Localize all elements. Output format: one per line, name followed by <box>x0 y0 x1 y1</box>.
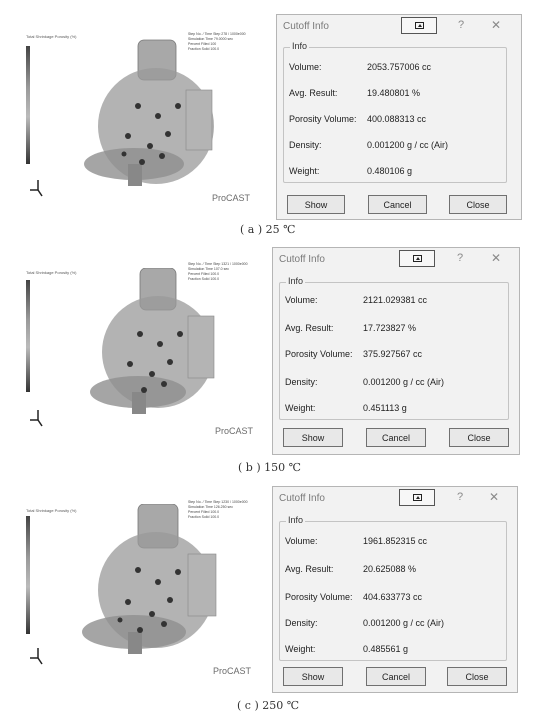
casting-part-model <box>68 504 238 664</box>
info-line: Fraction Solid 100.0 <box>188 47 220 51</box>
caption-b: ( b ) 150 ℃ <box>238 461 301 474</box>
info-line: Step No. / Time Step 278 / 1000e000 <box>188 32 246 36</box>
row-label: Density: <box>285 377 318 387</box>
row-label: Density: <box>285 618 318 628</box>
weight-row <box>285 403 407 413</box>
porosity-volume-row <box>289 114 427 124</box>
close-icon[interactable]: ✕ <box>491 251 502 265</box>
avg-result-row <box>285 564 417 574</box>
axis-triad-icon <box>28 646 48 666</box>
row-value: 0.485561 g <box>363 644 409 654</box>
close-icon[interactable]: ✕ <box>489 490 500 504</box>
group-label: Info <box>288 276 304 286</box>
close-button[interactable]: Close <box>449 428 509 447</box>
snapshot-button[interactable] <box>399 489 435 506</box>
row-value: 0.451113 g <box>363 403 407 413</box>
panel-c <box>0 478 535 716</box>
row-value: 19.480801 % <box>367 88 421 98</box>
row-label: Weight: <box>289 166 320 176</box>
show-button[interactable]: Show <box>287 195 345 214</box>
image-icon <box>413 255 422 262</box>
row-value: 0.480106 g <box>367 166 413 176</box>
snapshot-button[interactable] <box>401 17 437 34</box>
row-value: 400.088313 cc <box>367 114 427 124</box>
legend-title: Total Shrinkage Porosity (%) <box>26 270 77 275</box>
axis-triad-icon <box>28 178 48 198</box>
show-button[interactable]: Show <box>283 667 343 686</box>
group-label: Info <box>292 41 308 51</box>
close-button[interactable]: Close <box>447 667 507 686</box>
row-label: Volume: <box>285 295 318 305</box>
row-label: Volume: <box>289 62 322 72</box>
row-value: 0.001200 g / cc (Air) <box>367 140 449 150</box>
image-icon <box>413 494 422 501</box>
weight-row <box>289 166 413 176</box>
cancel-button[interactable]: Cancel <box>366 428 426 447</box>
cutoff-info-dialog <box>272 486 518 693</box>
image-icon <box>415 22 424 29</box>
row-label: Density: <box>289 140 322 150</box>
casting-part-model <box>68 268 238 428</box>
cancel-button[interactable]: Cancel <box>368 195 427 214</box>
row-value: 2053.757006 cc <box>367 62 432 72</box>
dialog-title: Cutoff Info <box>283 21 329 32</box>
volume-row <box>285 295 428 305</box>
info-line: Simulation Time 79.0000 sec <box>188 37 233 41</box>
row-value: 1961.852315 cc <box>363 536 428 546</box>
help-button[interactable]: ? <box>457 491 464 503</box>
volume-row <box>285 536 428 546</box>
simulation-view <box>8 0 270 215</box>
legend-title: Total Shrinkage Porosity (%) <box>26 34 77 39</box>
cutoff-info-dialog <box>272 247 520 455</box>
cutoff-info-dialog <box>276 14 522 220</box>
simulation-view <box>8 478 270 688</box>
row-value: 0.001200 g / cc (Air) <box>363 618 445 628</box>
info-line: Step No. / Time Step 1321 / 1000e000 <box>188 262 248 266</box>
procast-logo: ProCAST <box>212 193 251 203</box>
caption-a: ( a ) 25 ℃ <box>240 223 296 236</box>
color-legend-bar <box>26 46 30 164</box>
porosity-volume-row <box>285 592 423 602</box>
group-label: Info <box>288 515 304 525</box>
avg-result-row <box>289 88 421 98</box>
dialog-title: Cutoff Info <box>279 493 325 504</box>
avg-result-row <box>285 323 417 333</box>
info-group <box>283 41 507 183</box>
caption-c: ( c ) 250 ℃ <box>237 699 300 712</box>
info-line: Simulation Time 107.0 sec <box>188 267 230 271</box>
row-value: 404.633773 cc <box>363 592 423 602</box>
cancel-button[interactable]: Cancel <box>366 667 426 686</box>
casting-part-model <box>68 36 238 196</box>
info-line: Fraction Solid 100.0 <box>188 277 220 281</box>
row-value: 375.927567 cc <box>363 349 423 359</box>
procast-logo: ProCAST <box>215 426 254 436</box>
close-button[interactable]: Close <box>449 195 507 214</box>
info-line: Percent Filled 100.0 <box>188 510 220 514</box>
show-button[interactable]: Show <box>283 428 343 447</box>
snapshot-button[interactable] <box>399 250 435 267</box>
row-label: Avg. Result: <box>285 323 334 333</box>
help-button[interactable]: ? <box>458 19 465 31</box>
row-label: Porosity Volume: <box>289 114 357 124</box>
row-value: 2121.029381 cc <box>363 295 428 305</box>
row-label: Weight: <box>285 644 316 654</box>
dialog-title: Cutoff Info <box>279 254 325 265</box>
row-value: 17.723827 % <box>363 323 417 333</box>
weight-row <box>285 644 409 654</box>
info-line: Percent Filled 100 <box>188 42 217 46</box>
panel-b <box>0 240 535 478</box>
legend-title: Total Shrinkage Porosity (%) <box>26 508 77 513</box>
row-value: 20.625088 % <box>363 564 417 574</box>
row-label: Avg. Result: <box>289 88 338 98</box>
close-icon[interactable]: ✕ <box>491 18 502 32</box>
density-row <box>285 377 445 387</box>
row-label: Volume: <box>285 536 318 546</box>
info-line: Simulation Time 126.250 sec <box>188 505 233 509</box>
volume-row <box>289 62 432 72</box>
row-label: Avg. Result: <box>285 564 334 574</box>
simulation-view <box>8 240 270 450</box>
info-line: Fraction Solid 100.0 <box>188 515 220 519</box>
info-line: Step No. / Time Step 1230 / 1000e000 <box>188 500 248 504</box>
color-legend-bar <box>26 280 30 392</box>
info-group <box>279 515 507 661</box>
panel-a <box>0 0 535 240</box>
info-group <box>279 276 509 420</box>
porosity-volume-row <box>285 349 423 359</box>
procast-logo: ProCAST <box>213 666 252 676</box>
row-value: 0.001200 g / cc (Air) <box>363 377 445 387</box>
help-button[interactable]: ? <box>457 252 464 264</box>
density-row <box>289 140 449 150</box>
row-label: Porosity Volume: <box>285 592 353 602</box>
axis-triad-icon <box>28 408 48 428</box>
info-line: Percent Filled 100.0 <box>188 272 220 276</box>
color-legend-bar <box>26 516 30 634</box>
density-row <box>285 618 445 628</box>
row-label: Porosity Volume: <box>285 349 353 359</box>
row-label: Weight: <box>285 403 316 413</box>
